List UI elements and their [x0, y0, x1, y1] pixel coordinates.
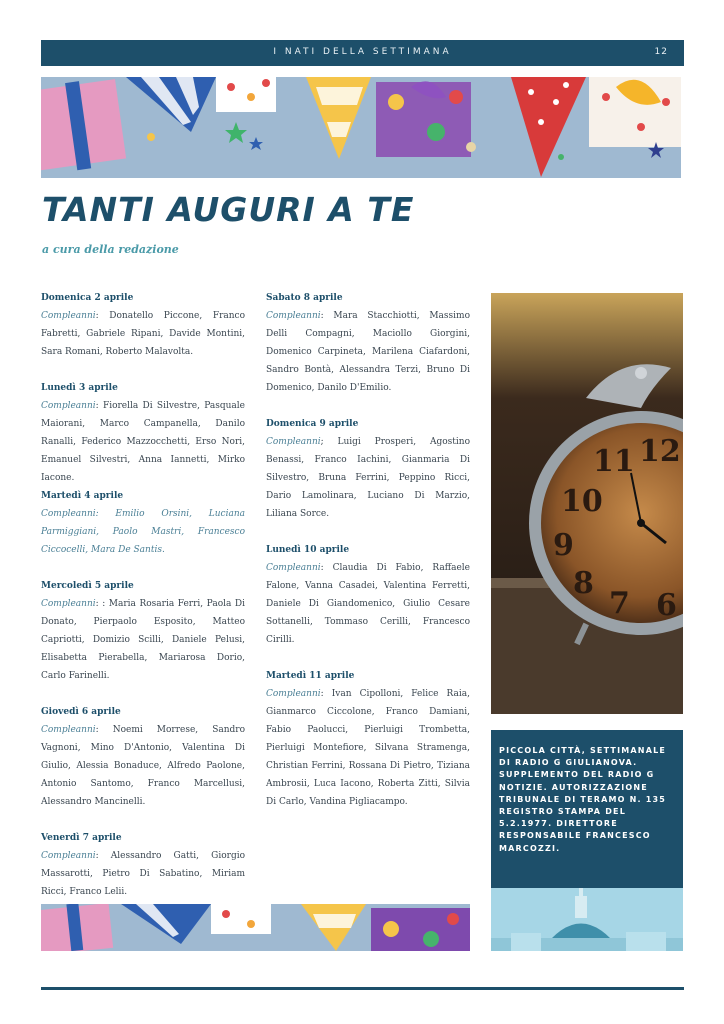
names-list: : Mara Stacchiotti, Massimo Delli Compagni, Maciollo Giorgini, Domenico Carpineta, Marilena Ciafardoni, Sandro Bontà, Alessandra Terzi, Bruno Di Domenico, Danilo D'Emilio. [266, 311, 470, 393]
clock-numeral: 8 [573, 566, 594, 601]
day-entry [266, 289, 470, 397]
clock-numeral: 10 [561, 484, 603, 519]
birthdays-left-column [41, 289, 245, 919]
clock-numeral: 9 [553, 528, 574, 563]
names-list: : Donatello Piccone, Franco Fabretti, Gabriele Ripani, Davide Montini, Sara Romani, Roberto Malavolta. [41, 311, 245, 357]
header-title: I NATI DELLA SETTIMANA [273, 47, 452, 57]
day-label: Compleanni [266, 689, 321, 699]
day-title: Domenica 2 aprile [41, 293, 134, 303]
names-list: ; Luigi Prosperi, Agostino Benassi, Franco Iachini, Gianmaria Di Silvestro, Bruna Ferrini, Peppino Ricci, Dario Lamolinara, Luciano Di Marzio, Liliana Sorce. [266, 437, 470, 519]
names-list: : Claudia Di Fabio, Raffaele Falone, Vanna Casadei, Valentina Ferretti, Daniele Di Giandomenico, Giulio Cesare Sottanelli, Tommaso Cerilli, Francesco Cirilli. [266, 563, 470, 645]
page-title: TANTI AUGURI A TE [42, 190, 415, 229]
clock-numeral: 6 [656, 588, 677, 623]
day-label: Compleanni [266, 563, 321, 573]
names-list: : Fiorella Di Silvestre, Pasquale Maiorani, Marco Campanella, Danilo Ranalli, Federico Mazzocchetti, Erso Nori, Emanuel Silvestri, Anna Iannetti, Mirko Iacone. [41, 401, 245, 483]
names-list: : Ivan Cipolloni, Felice Raia, Gianmarco Ciccolone, Franco Damiani, Fabio Paolucci, Pierluigi Trombetta, Pierluigi Montefiore, Silvana Stramenga, Christian Ferrini, Rossana Di Pietro, Tiziana Ambrosii, Luca Iacono, Roberta Zitti, Silvia Di Carlo, Vandina Pigliacampo. [266, 689, 470, 807]
publication-info-box: PICCOLA CITTÀ, SETTIMANALE DI RADIO G GIULIANOVA. SUPPLEMENTO DEL RADIO G NOTIZIE. AUTORIZZAZIONE TRIBUNALE DI TERAMO N. 135 REGISTRO STAMPA DEL 5.2.1977. DIRETTORE RESPONSABILE FRANCESCO MARCOZZI. [491, 730, 683, 888]
day-names [41, 505, 245, 559]
day-entry [41, 487, 245, 559]
day-names [41, 721, 245, 811]
day-label: Compleanni [41, 401, 96, 411]
clock-numeral: 11 [593, 444, 635, 479]
names-list: : : Maria Rosaria Ferri, Paola Di Donato, Pierpaolo Esposito, Matteo Capriotti, Domizio Scilli, Daniele Pelusi, Elisabetta Pierabella, Mariarosa Dorio, Carlo Farinelli. [41, 599, 245, 681]
day-entry [266, 667, 470, 811]
day-names [266, 685, 470, 811]
day-title: Venerdì 7 aprile [41, 833, 122, 843]
day-entry [41, 703, 245, 811]
day-entry [41, 289, 245, 361]
page-number: 12 [654, 47, 668, 57]
footer-divider [41, 987, 684, 990]
birthdays-right-column [266, 289, 470, 829]
day-label: Compleanni [266, 437, 321, 447]
day-names [266, 559, 470, 649]
day-title: Martedì 4 aprile [41, 491, 124, 501]
day-names [41, 397, 245, 487]
clock-numeral: 12 [639, 434, 681, 469]
day-label: Compleanni [41, 851, 96, 861]
day-names [41, 595, 245, 685]
byline: a cura della redazione [42, 243, 179, 256]
dome-image [491, 888, 683, 951]
day-entry [41, 829, 245, 901]
day-names [41, 847, 245, 901]
day-title: Martedì 11 aprile [266, 671, 355, 681]
day-label: Compleanni [266, 311, 321, 321]
day-title: Giovedì 6 aprile [41, 707, 121, 717]
party-banner-bottom-image [41, 904, 470, 951]
header-bar [41, 40, 684, 66]
day-title: Domenica 9 aprile [266, 419, 359, 429]
day-label: Compleanni [41, 599, 96, 609]
day-title: Lunedì 10 aprile [266, 545, 350, 555]
day-names [266, 307, 470, 397]
party-banner-image [41, 77, 681, 178]
day-names [41, 307, 245, 361]
day-label: Compleanni [41, 725, 96, 735]
day-entry [41, 379, 245, 487]
day-entry [266, 415, 470, 523]
day-entry [266, 541, 470, 649]
day-title: Lunedì 3 aprile [41, 383, 118, 393]
day-entry [41, 577, 245, 685]
day-names [266, 433, 470, 523]
day-title: Mercoledì 5 aprile [41, 581, 134, 591]
names-list: : Alessandro Gatti, Giorgio Massarotti, Pietro Di Sabatino, Miriam Ricci, Franco Lelii. [41, 851, 245, 897]
day-label: Compleanni: Emilio Orsini, Luciana Parmiggiani, Paolo Mastri, Francesco Ciccocelli, Mara De Santis. [41, 509, 245, 555]
names-list: : Noemi Morrese, Sandro Vagnoni, Mino D'Antonio, Valentina Di Giulio, Alessia Bonaduce, Alfredo Paolone, Antonio Santomo, Franco Marcellusi, Alessandro Mancinelli. [41, 725, 245, 807]
day-title: Sabato 8 aprile [266, 293, 343, 303]
clock-numeral: 7 [609, 586, 630, 621]
alarm-clock-image [491, 293, 683, 714]
day-label: Compleanni [41, 311, 96, 321]
